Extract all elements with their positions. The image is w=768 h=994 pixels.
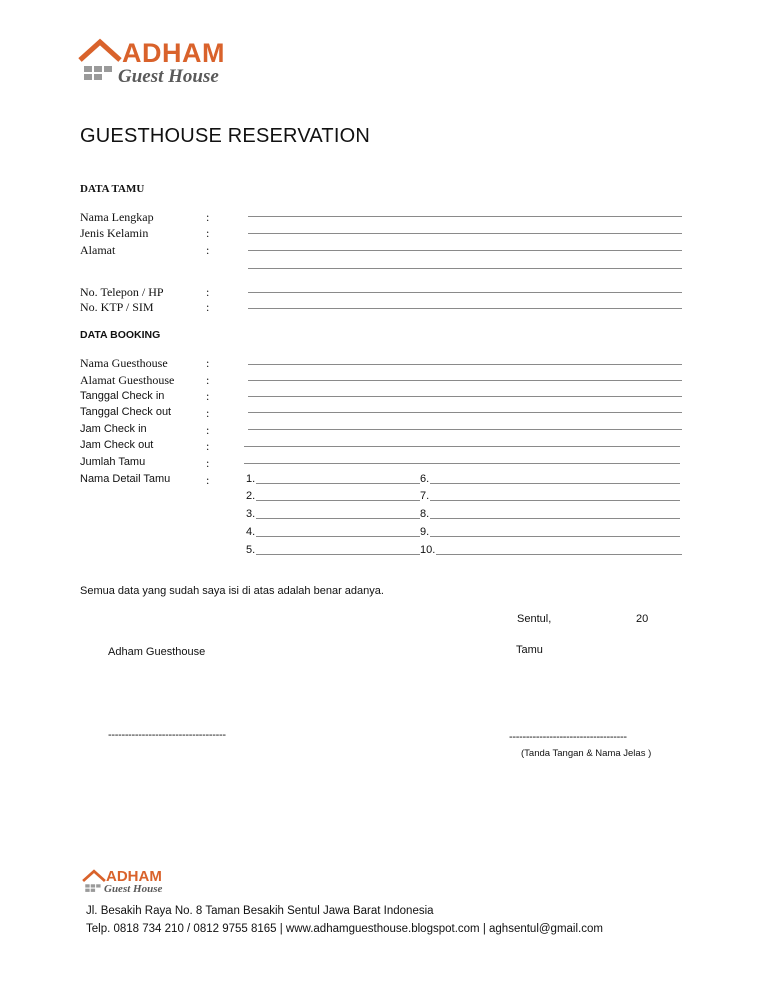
guest-line[interactable] [430,483,680,484]
label-jam-check-in: Jam Check in [80,423,147,435]
guest-number: 9. [420,526,430,538]
guest-number: 8. [420,508,430,520]
guest-number: 7. [420,490,430,502]
footer-logo [82,868,172,898]
input-line-tanggal-check-in[interactable] [248,396,682,397]
guest-line[interactable] [256,518,420,519]
input-line-no-ktp[interactable] [248,308,682,309]
signature-place: Sentul, [517,613,552,625]
label-jumlah-tamu: Jumlah Tamu [80,456,146,468]
colon: : [206,439,210,453]
guest-number: 5. [246,544,256,556]
signature-right-line: ----------------------------------- [509,731,627,743]
section-heading-data-booking: DATA BOOKING [80,329,161,341]
label-nama-detail-tamu: Nama Detail Tamu [80,473,171,485]
label-no-ktp: No. KTP / SIM [80,300,154,314]
label-jam-check-out: Jam Check out [80,439,154,451]
input-line-jumlah-tamu[interactable] [244,463,680,464]
input-line-jenis-kelamin[interactable] [248,233,682,234]
input-line-alamat-2[interactable] [248,268,682,269]
signature-right-caption: (Tanda Tangan & Nama Jelas ) [521,748,652,759]
colon: : [206,473,210,487]
guest-line[interactable] [256,483,420,484]
label-nama-guesthouse: Nama Guesthouse [80,356,168,370]
colon: : [206,226,210,240]
guest-line[interactable] [256,536,420,537]
house-logo-icon [78,38,122,82]
logo-tagline: Guest House [118,66,219,87]
signature-left-label: Adham Guesthouse [108,646,206,658]
page-title: GUESTHOUSE RESERVATION [80,125,371,147]
signature-left-line: ----------------------------------- [108,729,226,741]
colon: : [206,423,210,437]
input-line-no-telepon[interactable] [248,292,682,293]
signature-right-label: Tamu [516,644,543,656]
logo-brand: ADHAM [122,38,225,68]
input-line-tanggal-check-out[interactable] [248,412,682,413]
footer-logo-tagline: Guest House [104,883,163,895]
input-line-alamat-guesthouse[interactable] [248,380,682,381]
input-line-nama-lengkap[interactable] [248,216,682,217]
guest-number: 10. [420,544,436,556]
guest-line[interactable] [256,554,420,555]
header-logo [78,36,228,90]
colon: : [206,300,210,314]
section-heading-data-tamu: DATA TAMU [80,183,145,195]
guest-number: 6. [420,473,430,485]
colon: : [206,406,210,420]
label-alamat: Alamat [80,243,116,257]
input-line-jam-check-in[interactable] [248,429,682,430]
guest-number: 2. [246,490,256,502]
input-line-alamat[interactable] [248,250,682,251]
colon: : [206,285,210,299]
colon: : [206,243,210,257]
guest-line[interactable] [436,554,682,555]
guest-line[interactable] [430,500,680,501]
label-tanggal-check-in: Tanggal Check in [80,390,165,402]
signature-year: 20 [636,613,649,625]
footer-logo-brand: ADHAM [106,868,162,885]
footer-address: Jl. Besakih Raya No. 8 Taman Besakih Sentul Jawa Barat Indonesia [86,905,434,917]
colon: : [206,373,210,387]
label-alamat-guesthouse: Alamat Guesthouse [80,373,175,387]
footer-contact: Telp. 0818 734 210 / 0812 9755 8165 | www.adhamguesthouse.blogspot.com | aghsentul@gmail.com [86,923,603,935]
guest-number: 4. [246,526,256,538]
statement-text: Semua data yang sudah saya isi di atas adalah benar adanya. [80,585,384,597]
house-logo-icon [82,869,106,893]
colon: : [206,210,210,224]
guest-number: 1. [246,473,256,485]
colon: : [206,456,210,470]
input-line-nama-guesthouse[interactable] [248,364,682,365]
guest-line[interactable] [430,536,680,537]
guest-line[interactable] [256,500,420,501]
colon: : [206,356,210,370]
colon: : [206,389,210,403]
label-tanggal-check-out: Tanggal Check out [80,406,172,418]
guest-line[interactable] [430,518,680,519]
guest-number: 3. [246,508,256,520]
label-jenis-kelamin: Jenis Kelamin [80,226,149,240]
label-nama-lengkap: Nama Lengkap [80,210,154,224]
label-no-telepon: No. Telepon / HP [80,285,164,299]
input-line-jam-check-out[interactable] [244,446,680,447]
